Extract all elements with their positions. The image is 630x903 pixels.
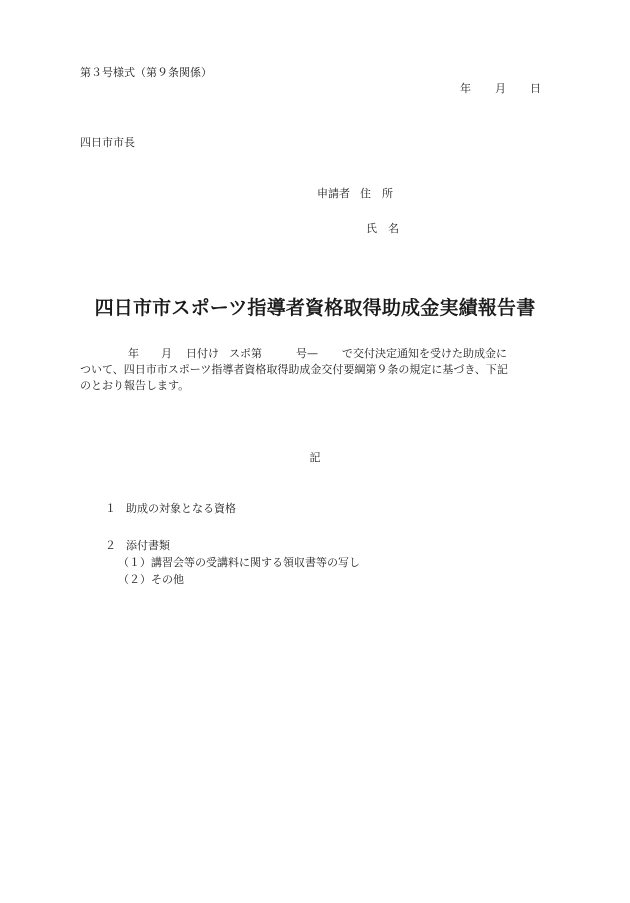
address-label: 住 所 (360, 187, 393, 200)
body-line-2: ついて、四日市市スポーツ指導者資格取得助成金交付要綱第９条の規定に基づき、下記 (80, 363, 508, 376)
item-label: 添付書類 (126, 539, 170, 552)
attachment-item: （１）講習会等の受講料に関する領収書等の写し (118, 556, 360, 569)
body-line1-rest: で交付決定通知を受けた助成金に (342, 347, 507, 360)
date-line (460, 82, 541, 96)
body-line-1 (80, 346, 550, 362)
body-paragraph (80, 346, 550, 394)
applicant-label: 申請者 (317, 187, 350, 200)
body-month: 月 (161, 347, 172, 360)
item-number: ２ (105, 539, 116, 552)
date-month: 月 (495, 82, 506, 95)
list-item (105, 502, 236, 516)
item-number: １ (105, 502, 116, 515)
ki-heading: 記 (309, 451, 321, 464)
name-label: 氏 名 (366, 222, 399, 235)
body-number: 号— (296, 347, 318, 360)
list-item (105, 539, 170, 553)
body-dated: 日付け (186, 347, 219, 360)
date-year: 年 (460, 82, 471, 95)
form-number: 第３号様式（第９条関係） (80, 66, 212, 79)
applicant-address-line (317, 187, 393, 201)
applicant-name-line (366, 222, 399, 236)
item-label: 助成の対象となる資格 (126, 502, 236, 515)
addressee: 四日市市長 (80, 136, 135, 149)
body-line-3: のとおり報告します。 (80, 379, 190, 392)
document-title: 四日市市スポーツ指導者資格取得助成金実績報告書 (94, 297, 536, 319)
attachment-item: （２）その他 (118, 573, 184, 586)
body-prefix: スポ第 (229, 347, 262, 360)
date-day: 日 (530, 82, 541, 95)
body-year: 年 (128, 347, 139, 360)
